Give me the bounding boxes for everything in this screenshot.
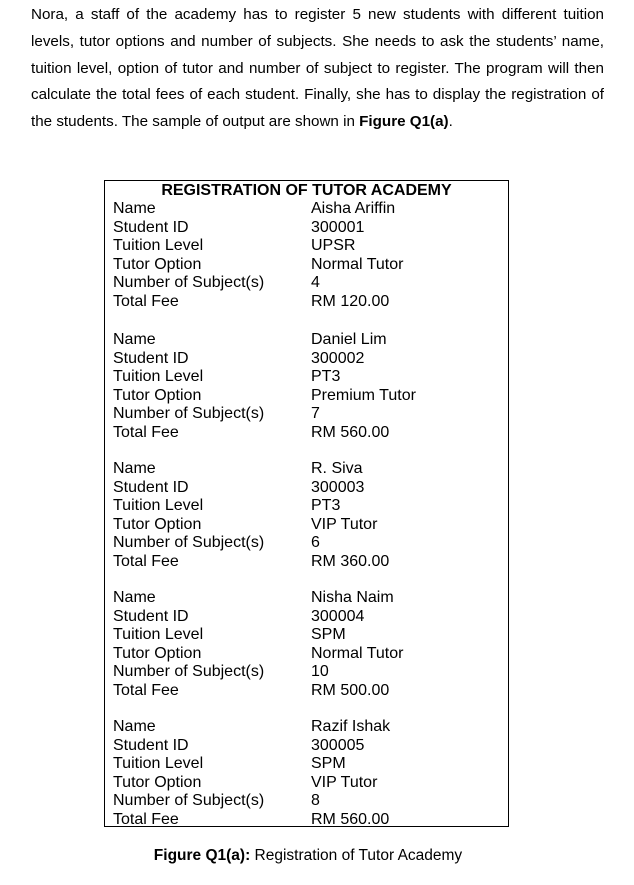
total-fee-value: RM 360.00 — [311, 552, 390, 570]
output-title: REGISTRATION OF TUTOR ACADEMY — [161, 182, 452, 199]
subjects-label: Number of Subject(s) — [113, 405, 265, 422]
student-record — [113, 718, 503, 829]
name-label: Name — [113, 200, 156, 217]
subjects-value: 10 — [311, 663, 329, 680]
total-fee-label: Total Fee — [113, 292, 179, 310]
tuition-level-value: SPM — [311, 755, 346, 772]
total-fee-label: Total Fee — [113, 681, 179, 699]
student-id-row — [113, 219, 503, 238]
tutor-option-row — [113, 256, 503, 275]
student-record — [113, 460, 503, 571]
tutor-option-value: Normal Tutor — [311, 644, 404, 662]
subjects-label: Number of Subject(s) — [113, 534, 265, 551]
total-fee-value: RM 560.00 — [311, 423, 390, 441]
total-fee-row — [113, 553, 503, 572]
tuition-level-label: Tuition Level — [113, 497, 204, 514]
subjects-row — [113, 663, 503, 682]
student-id-row — [113, 608, 503, 627]
total-fee-row — [113, 293, 503, 312]
subjects-value: 6 — [311, 534, 320, 551]
total-fee-label: Total Fee — [113, 810, 179, 828]
tutor-option-value: Normal Tutor — [311, 255, 404, 273]
subjects-value: 4 — [311, 274, 320, 291]
name-row — [113, 589, 503, 608]
student-id-value: 300005 — [311, 736, 365, 754]
student-record — [113, 589, 503, 700]
student-record — [113, 331, 503, 442]
student-id-row — [113, 350, 503, 369]
name-label: Name — [113, 460, 156, 477]
name-row — [113, 460, 503, 479]
subjects-row — [113, 534, 503, 553]
tuition-level-label: Tuition Level — [113, 626, 204, 643]
name-label: Name — [113, 589, 156, 606]
tuition-level-label: Tuition Level — [113, 755, 204, 772]
student-id-value: 300003 — [311, 478, 365, 496]
question-paragraph — [31, 2, 604, 136]
total-fee-value: RM 120.00 — [311, 292, 390, 310]
subjects-row — [113, 792, 503, 811]
student-id-value: 300001 — [311, 218, 365, 236]
subjects-value: 8 — [311, 792, 320, 809]
student-id-label: Student ID — [113, 218, 189, 236]
total-fee-value: RM 500.00 — [311, 681, 390, 699]
total-fee-row — [113, 811, 503, 830]
question-end: . — [448, 113, 453, 131]
student-id-label: Student ID — [113, 736, 189, 754]
tuition-level-row — [113, 237, 503, 256]
tutor-option-value: Premium Tutor — [311, 386, 416, 404]
name-row — [113, 331, 503, 350]
tutor-option-row — [113, 516, 503, 535]
total-fee-label: Total Fee — [113, 423, 179, 441]
name-row — [113, 200, 503, 219]
subjects-row — [113, 405, 503, 424]
figure-caption — [0, 846, 616, 866]
subjects-label: Number of Subject(s) — [113, 274, 265, 291]
caption-label: Figure Q1(a): — [153, 847, 251, 864]
tuition-level-value: PT3 — [311, 497, 341, 514]
tutor-option-row — [113, 774, 503, 793]
tuition-level-value: PT3 — [311, 368, 341, 385]
tutor-option-label: Tutor Option — [113, 773, 202, 791]
tutor-option-value: VIP Tutor — [311, 773, 378, 791]
student-id-row — [113, 737, 503, 756]
tuition-level-label: Tuition Level — [113, 368, 204, 385]
name-value: Razif Ishak — [311, 718, 391, 735]
student-id-value: 300004 — [311, 607, 365, 625]
tuition-level-row — [113, 626, 503, 645]
subjects-label: Number of Subject(s) — [113, 663, 265, 680]
subjects-value: 7 — [311, 405, 320, 422]
tutor-option-row — [113, 645, 503, 664]
tutor-option-value: VIP Tutor — [311, 515, 378, 533]
tuition-level-label: Tuition Level — [113, 237, 204, 254]
name-value: Nisha Naim — [311, 589, 394, 606]
tutor-option-row — [113, 387, 503, 406]
tuition-level-row — [113, 497, 503, 516]
name-value: Aisha Ariffin — [311, 200, 396, 217]
student-id-label: Student ID — [113, 478, 189, 496]
total-fee-row — [113, 682, 503, 701]
tuition-level-row — [113, 755, 503, 774]
total-fee-row — [113, 424, 503, 443]
tuition-level-value: SPM — [311, 626, 346, 643]
tuition-level-value: UPSR — [311, 237, 356, 254]
name-label: Name — [113, 331, 156, 348]
name-row — [113, 718, 503, 737]
caption-text: Registration of Tutor Academy — [250, 847, 463, 864]
name-value: R. Siva — [311, 460, 363, 477]
subjects-row — [113, 274, 503, 293]
figure-reference: Figure Q1(a) — [359, 113, 449, 131]
tutor-option-label: Tutor Option — [113, 255, 202, 273]
tutor-option-label: Tutor Option — [113, 515, 202, 533]
sample-output-box — [104, 180, 509, 827]
total-fee-value: RM 560.00 — [311, 810, 390, 828]
tutor-option-label: Tutor Option — [113, 644, 202, 662]
student-id-label: Student ID — [113, 349, 189, 367]
student-record — [113, 200, 503, 311]
subjects-label: Number of Subject(s) — [113, 792, 265, 809]
tutor-option-label: Tutor Option — [113, 386, 202, 404]
name-label: Name — [113, 718, 156, 735]
student-id-row — [113, 479, 503, 498]
student-id-label: Student ID — [113, 607, 189, 625]
total-fee-label: Total Fee — [113, 552, 179, 570]
name-value: Daniel Lim — [311, 331, 387, 348]
student-id-value: 300002 — [311, 349, 365, 367]
tuition-level-row — [113, 368, 503, 387]
question-text: Nora, a staff of the academy has to register 5 new students with different tuition levels, tutor options and number of subjects. She needs to ask the students’ name, tuition level, option of tutor and number of subject to register. The program will then calculate the total fees of each student. Finally, she has to display the registration of the students. The sample of output are shown in — [31, 6, 604, 131]
